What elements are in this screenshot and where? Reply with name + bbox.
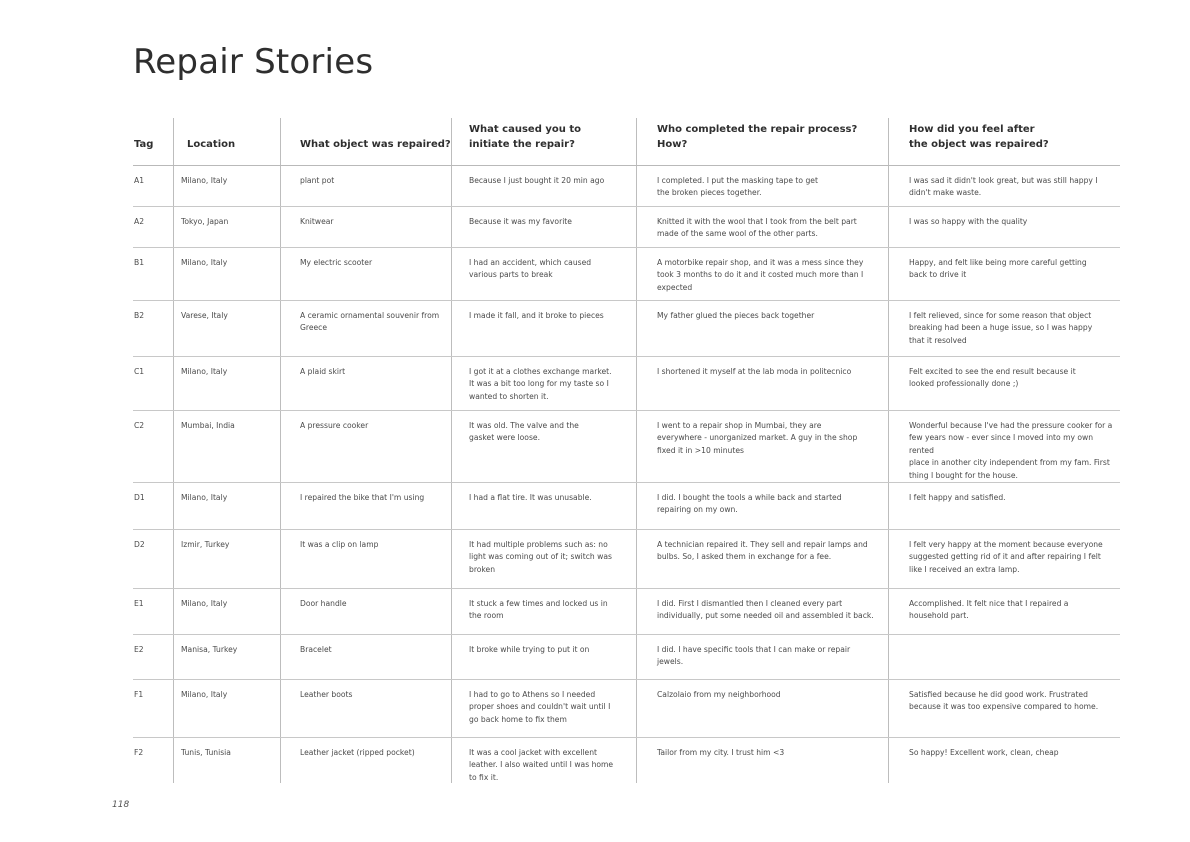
cell-who: A technician repaired it. They sell and repair lamps and bulbs. So, I asked them in exchange for a fee. xyxy=(657,540,868,562)
cell-tag: C2 xyxy=(134,421,145,430)
cell-who: My father glued the pieces back together xyxy=(657,311,815,320)
cell-object: plant pot xyxy=(300,176,335,185)
header-cause: What caused you to initiate the repair? xyxy=(469,124,581,150)
table-row xyxy=(133,357,1120,411)
cell-feel: I felt happy and satisfied. xyxy=(909,493,1006,502)
table-row xyxy=(133,166,1120,207)
cell-object: Leather jacket (ripped pocket) xyxy=(300,748,415,757)
cell-cause: Because I just bought it 20 min ago xyxy=(469,176,605,185)
header-object: What object was repaired? xyxy=(300,139,451,150)
header-who: Who completed the repair process? How? xyxy=(657,124,858,150)
cell-location: Milano, Italy xyxy=(181,493,228,502)
table-row xyxy=(133,248,1120,301)
cell-who: I shortened it myself at the lab moda in politecnico xyxy=(657,367,852,376)
table-row xyxy=(133,301,1120,357)
cell-tag: B2 xyxy=(134,311,145,320)
cell-cause: I had an accident, which caused various parts to break xyxy=(469,258,592,280)
cell-object: Leather boots xyxy=(300,690,353,699)
cell-object: Door handle xyxy=(300,599,347,608)
table-row xyxy=(133,411,1120,483)
cell-tag: E1 xyxy=(134,599,144,608)
cell-who: Knitted it with the wool that I took from the belt part made of the same wool of the other parts. xyxy=(657,217,857,239)
table-row xyxy=(133,635,1120,680)
cell-who: Calzolaio from my neighborhood xyxy=(657,690,781,699)
cell-cause: I had a flat tire. It was unusable. xyxy=(469,493,592,502)
cell-object: Bracelet xyxy=(300,645,332,654)
cell-feel: Wonderful because I've had the pressure cooker for a few years now - ever since I moved into my own rented place in another city independent from my fam. First thing I bought for the house. xyxy=(909,421,1113,480)
page-number: 118 xyxy=(112,800,130,810)
cell-feel: I felt relieved, since for some reason that object breaking had been a huge issue, so I was happy that it resolved xyxy=(909,311,1093,345)
header-cell-location xyxy=(173,118,280,165)
table-row xyxy=(133,589,1120,635)
cell-tag: D1 xyxy=(134,493,145,502)
cell-feel: Satisfied because he did good work. Frustrated because it was too expensive compared to home. xyxy=(909,690,1099,712)
cell-location: Milano, Italy xyxy=(181,258,228,267)
cell-location: Varese, Italy xyxy=(181,311,228,320)
cell-feel: I was so happy with the quality xyxy=(909,217,1028,226)
cell-feel: I felt very happy at the moment because everyone suggested getting rid of it and after repairing I felt like I received an extra lamp. xyxy=(909,540,1103,574)
cell-feel: I was sad it didn't look great, but was still happy I didn't make waste. xyxy=(909,176,1098,198)
cell-object: It was a clip on lamp xyxy=(300,540,379,549)
cell-location: Milano, Italy xyxy=(181,599,228,608)
cell-who: I did. I have specific tools that I can make or repair jewels. xyxy=(657,645,851,667)
header-cell-tag xyxy=(133,118,173,165)
header-cell-object xyxy=(280,118,451,165)
cell-who: A motorbike repair shop, and it was a mess since they took 3 months to do it and it costed much more than I expected xyxy=(657,258,864,292)
cell-tag: A1 xyxy=(134,176,145,185)
cell-cause: I got it at a clothes exchange market. It was a bit too long for my taste so I wanted to shorten it. xyxy=(469,367,612,401)
cell-who: I did. First I dismantled then I cleaned every part individually, put some needed oil and assembled it back. xyxy=(657,599,874,621)
cell-feel: Felt excited to see the end result because it looked professionally done ;) xyxy=(909,367,1076,389)
cell-who: I completed. I put the masking tape to get the broken pieces together. xyxy=(657,176,818,198)
cell-cause: It had multiple problems such as: no light was coming out of it; switch was broken xyxy=(469,540,612,574)
cell-feel: Happy, and felt like being more careful getting back to drive it xyxy=(909,258,1087,280)
table-header-row xyxy=(133,118,1120,166)
cell-tag: D2 xyxy=(134,540,145,549)
table-row xyxy=(133,483,1120,530)
cell-who: Tailor from my city. I trust him <3 xyxy=(657,748,785,757)
cell-tag: F1 xyxy=(134,690,144,699)
cell-location: Milano, Italy xyxy=(181,176,228,185)
header-cell-feel xyxy=(888,118,1120,165)
cell-object: A plaid skirt xyxy=(300,367,346,376)
cell-cause: Because it was my favorite xyxy=(469,217,572,226)
cell-cause: I made it fall, and it broke to pieces xyxy=(469,311,604,320)
header-tag: Tag xyxy=(134,139,154,150)
cell-who: I went to a repair shop in Mumbai, they are everywhere - unorganized market. A guy in the shop fixed it in >10 minutes xyxy=(657,421,858,455)
header-location: Location xyxy=(187,139,236,150)
cell-location: Milano, Italy xyxy=(181,690,228,699)
cell-object: My electric scooter xyxy=(300,258,373,267)
cell-object: Knitwear xyxy=(300,217,334,226)
cell-cause: It stuck a few times and locked us in the room xyxy=(469,599,608,621)
table-row xyxy=(133,680,1120,738)
table-row xyxy=(133,207,1120,248)
cell-object: I repaired the bike that I'm using xyxy=(300,493,425,502)
cell-tag: C1 xyxy=(134,367,145,376)
cell-tag: B1 xyxy=(134,258,145,267)
cell-location: Tunis, Tunisia xyxy=(181,748,231,757)
cell-tag: F2 xyxy=(134,748,144,757)
cell-cause: It was a cool jacket with excellent leather. I also waited until I was home to fix it. xyxy=(469,748,614,782)
table-row xyxy=(133,530,1120,589)
header-cell-who xyxy=(636,118,888,165)
header-cell-cause xyxy=(451,118,636,165)
table-row xyxy=(133,738,1120,783)
cell-tag: A2 xyxy=(134,217,145,226)
cell-cause: It was old. The valve and the gasket were loose. xyxy=(469,421,579,443)
cell-cause: It broke while trying to put it on xyxy=(469,645,590,654)
cell-location: Mumbai, India xyxy=(181,421,235,430)
page-title: Repair Stories xyxy=(133,42,374,82)
cell-location: Milano, Italy xyxy=(181,367,228,376)
cell-feel: Accomplished. It felt nice that I repaired a household part. xyxy=(909,599,1069,621)
cell-who: I did. I bought the tools a while back and started repairing on my own. xyxy=(657,493,842,515)
cell-feel: So happy! Excellent work, clean, cheap xyxy=(909,748,1059,757)
cell-feel xyxy=(889,635,1120,644)
cell-location: Izmir, Turkey xyxy=(181,540,230,549)
cell-tag: E2 xyxy=(134,645,144,654)
cell-object: A pressure cooker xyxy=(300,421,369,430)
cell-object: A ceramic ornamental souvenir from Greece xyxy=(300,311,440,333)
cell-location: Manisa, Turkey xyxy=(181,645,238,654)
cell-cause: I had to go to Athens so I needed proper shoes and couldn't wait until I go back home to fix them xyxy=(469,690,611,724)
header-feel: How did you feel after the object was repaired? xyxy=(909,124,1049,150)
cell-location: Tokyo, Japan xyxy=(181,217,229,226)
